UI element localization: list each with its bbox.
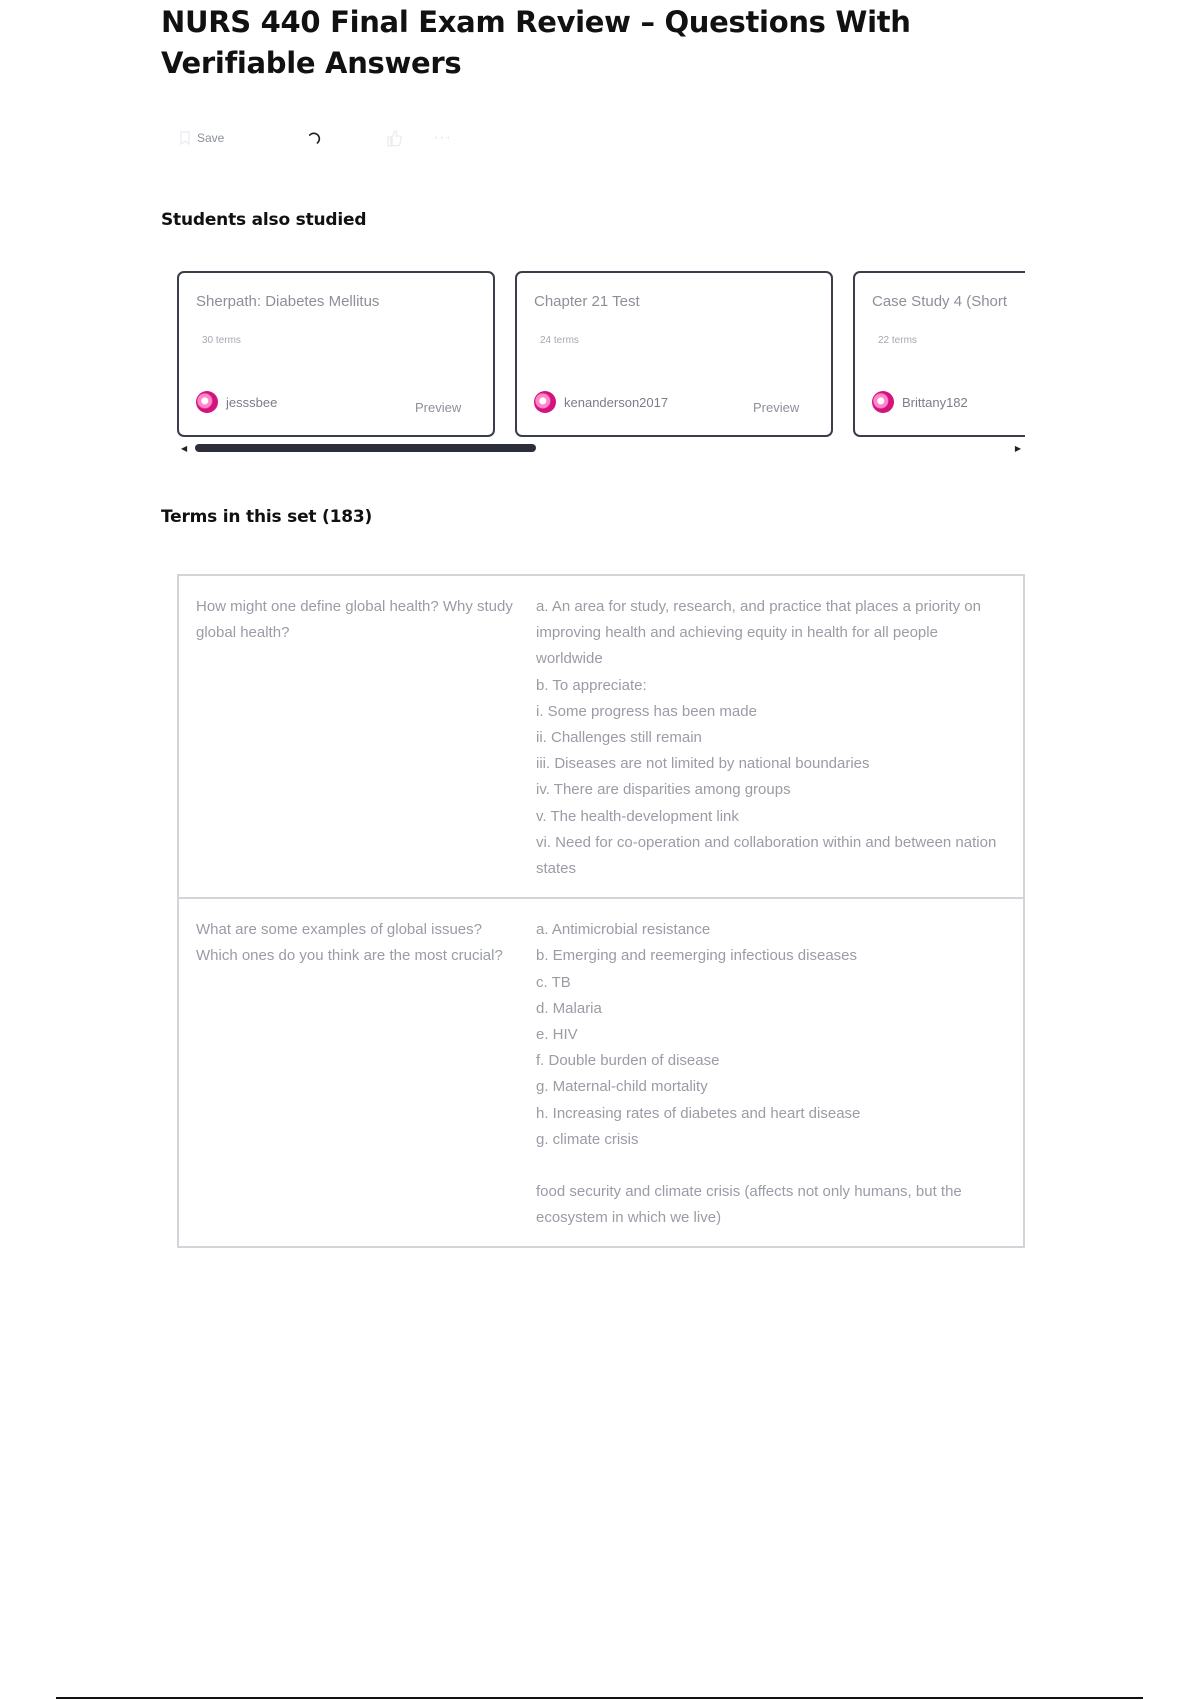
answer-line: g. Maternal-child mortality [536,1078,708,1096]
more-options-icon[interactable]: ··· [433,129,452,146]
card-username[interactable]: jesssbee [226,395,278,410]
term-answer [536,917,1006,1231]
preview-button[interactable]: Preview [753,400,800,415]
answer-line: food security and climate crisis (affects not only humans, but the ecosystem in which we live) [536,1183,966,1227]
term-question: How might one define global health? Why study global health? [196,598,513,641]
answer-line: b. Emerging and reemerging infectious diseases [536,947,858,965]
related-sets-carousel [177,271,1025,457]
card-title: Case Study 4 (Short [872,293,1008,310]
card-username[interactable]: Brittany182 [902,395,968,410]
answer-line: vi. Need for co-operation and collaboration within and between nation states [536,833,1001,878]
preview-button[interactable]: Preview [415,400,462,415]
answer-line: a. An area for study, research, and practice that places a priority on improving health and achieving equity in health for all people worldwide [536,598,986,668]
related-set-card[interactable] [515,271,833,437]
answer-line: i. Some progress has been made [536,702,757,720]
save-button[interactable] [179,122,224,154]
answer-blank-line [536,1153,1006,1179]
answer-line: g. climate crisis [536,1130,639,1148]
term-question: What are some examples of global issues? Which ones do you think are the most crucial? [196,921,503,965]
avatar [872,391,894,413]
scroll-right-arrow-icon[interactable]: ▶ [1014,444,1021,453]
answer-line: c. TB [536,973,571,991]
card-term-count: 30 terms [202,335,241,346]
term-row [179,576,1023,897]
answer-line: h. Increasing rates of diabetes and heart disease [536,1104,861,1122]
answer-line: iv. There are disparities among groups [536,781,791,799]
answer-line: e. HIV [536,1026,578,1044]
term-row [179,897,1023,1246]
card-term-count: 22 terms [878,335,917,346]
answer-line: f. Double burden of disease [536,1052,720,1070]
answer-line: d. Malaria [536,999,602,1017]
scrollbar-thumb[interactable] [195,444,536,452]
answer-line: a. Antimicrobial resistance [536,921,711,939]
carousel-scrollbar[interactable] [177,443,1025,453]
scroll-left-arrow-icon[interactable]: ◀ [181,444,188,453]
answer-line: iii. Diseases are not limited by national boundaries [536,755,870,773]
avatar [534,391,556,413]
card-term-count: 24 terms [540,335,579,346]
answer-line: ii. Challenges still remain [536,729,702,747]
thumbs-up-icon[interactable] [385,122,403,154]
bookmark-icon [179,131,191,145]
avatar [196,391,218,413]
term-answer [536,594,1006,882]
terms-heading: Terms in this set (183) [161,507,373,527]
loading-spinner-icon [307,122,323,154]
action-bar [161,122,481,154]
related-set-card[interactable] [853,271,1025,437]
terms-table [177,574,1025,1248]
page-title: NURS 440 Final Exam Review – Questions With Verifiable Answers [161,5,911,80]
card-title: Sherpath: Diabetes Mellitus [196,293,380,310]
students-also-studied-heading: Students also studied [161,210,367,230]
answer-line: v. The health-development link [536,807,739,825]
answer-line: b. To appreciate: [536,676,647,694]
card-title: Chapter 21 Test [534,293,640,310]
page-bottom-divider [56,1697,1143,1699]
related-set-card[interactable] [177,271,495,437]
card-username[interactable]: kenanderson2017 [564,395,669,410]
save-label: Save [197,131,225,145]
